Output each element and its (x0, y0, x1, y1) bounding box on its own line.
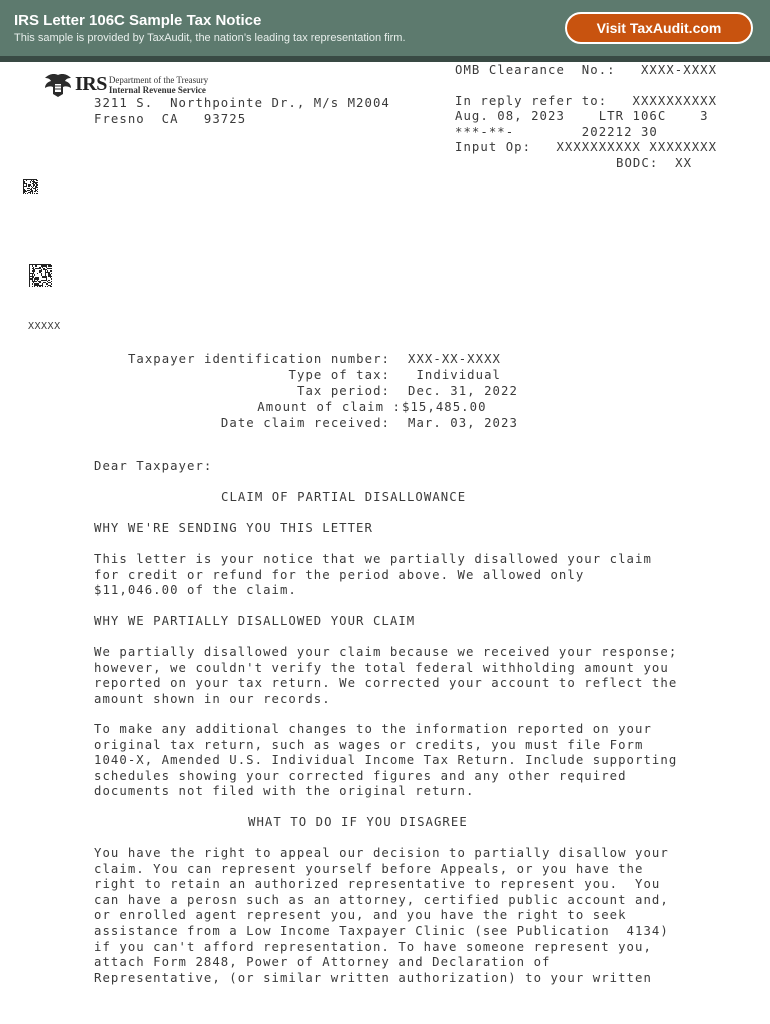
claim-label: Taxpayer identification number: (127, 352, 390, 366)
claim-info-row (0, 384, 770, 400)
claim-value: Individual (408, 368, 501, 382)
banner-subtitle: This sample is provided by TaxAudit, the nation’s leading tax representation firm. (14, 32, 406, 44)
eagle-icon (43, 72, 73, 98)
claim-info-row (0, 352, 770, 368)
claim-value: Dec. 31, 2022 (408, 384, 518, 398)
section-title-why-sending: WHY WE'RE SENDING YOU THIS LETTER (94, 521, 373, 535)
claim-info-row (0, 400, 770, 416)
top-banner (0, 0, 770, 56)
claim-label: Tax period: (297, 384, 390, 398)
claim-value: XXX-XX-XXXX (408, 352, 501, 366)
section-title-disagree: WHAT TO DO IF YOU DISAGREE (248, 815, 468, 829)
irs-logo (43, 72, 208, 98)
barcode-small (23, 179, 38, 194)
section-title-why-disallowed: WHY WE PARTIALLY DISALLOWED YOUR CLAIM (94, 614, 416, 628)
banner-title: IRS Letter 106C Sample Tax Notice (14, 12, 262, 29)
claim-info-row (0, 416, 770, 432)
claim-label: Type of tax: (288, 368, 390, 382)
agency-line-1: Department of the Treasury (108, 75, 209, 85)
agency-line-2: Internal Revenue Service (108, 85, 206, 95)
claim-info-row (0, 368, 770, 384)
recipient-name: XXXXX (28, 321, 61, 332)
bodc-code: BODC: XX (616, 156, 693, 170)
letter-date: Aug. 08, 2023 LTR 106C 3 (455, 109, 709, 123)
claim-label: Amount of claim : (257, 400, 401, 414)
visit-taxaudit-button[interactable]: Visit TaxAudit.com (565, 12, 753, 44)
input-operator: Input Op: XXXXXXXXXX XXXXXXXX (455, 140, 718, 154)
section-body-why-sending: This letter is your notice that we partially disallowed your claim for credit or refund for the period above. We allowed only $11,046.00 of the claim. (94, 552, 652, 598)
letter-heading: CLAIM OF PARTIAL DISALLOWANCE (221, 490, 467, 504)
irs-address-line-2: Fresno CA 93725 (94, 112, 247, 126)
agency-name (109, 75, 208, 95)
barcode-large (29, 264, 52, 287)
claim-value: Mar. 03, 2023 (408, 416, 518, 430)
irs-address-line-1: 3211 S. Northpointe Dr., M/s M2004 (94, 96, 390, 110)
claim-label: Date claim received: (220, 416, 390, 430)
banner-divider (0, 56, 770, 62)
salutation: Dear Taxpayer: (94, 459, 213, 473)
reply-reference: In reply refer to: XXXXXXXXXX (455, 94, 718, 108)
section-body-additional-changes: To make any additional changes to the information reported on your original tax return, such as wages or credits, you must file Form 1040-X, Amended U.S. Individual Income Tax Return. Include supporting schedules showing your corrected figures and any other required documents not filed with the original return. (94, 722, 678, 799)
claim-value: $15,485.00 (402, 400, 487, 414)
omb-clearance: OMB Clearance No.: XXXX-XXXX (455, 63, 718, 77)
claim-info-block (0, 352, 770, 432)
reference-code: ***-**- 202212 30 (455, 125, 658, 139)
section-body-why-disallowed: We partially disallowed your claim because we received your response; however, we couldn't verify the total federal withholding amount you reported on your tax return. We corrected your account to reflect the amount shown in our records. (94, 645, 678, 706)
section-body-disagree: You have the right to appeal our decision to partially disallow your claim. You can represent yourself before Appeals, or you have the right to retain an authorized representative to represent you. You can have a perosn such as an attorney, certified public account and, or enrolled agent represent you, and you have the right to seek assistance from a Low Income Taxpayer Clinic (see Publication 4134) if you can't afford representation. To have someone represent you, attach Form 2848, Power of Attorney and Declaration of Representative, (or similar written authorization) to your written (94, 846, 669, 985)
irs-wordmark: IRS (75, 73, 107, 95)
